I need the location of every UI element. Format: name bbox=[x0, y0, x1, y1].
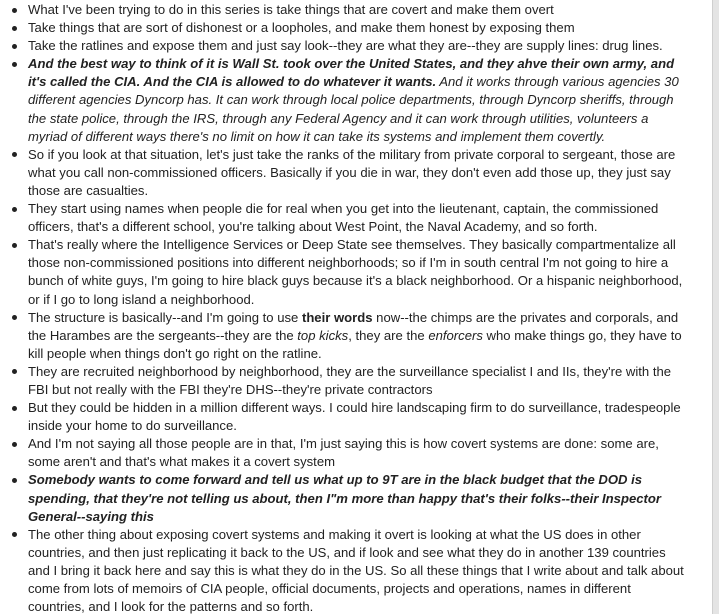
item-text: The structure is basically--and I'm going to use bbox=[28, 309, 302, 325]
list-item bbox=[0, 399, 690, 435]
item-text: But they could be hidden in a million different ways. I could hire landscaping firm to do surveillance, tradespeople inside your home to do surveillance. bbox=[28, 400, 681, 434]
list-item bbox=[0, 200, 690, 236]
item-text-bold-italic: Somebody wants to come forward and tell us what up to 9T are in the black budget that the DOD is spending, that they're not telling us about, then I"m more than happy that's their folks--their Inspector General--saying this bbox=[28, 472, 661, 524]
item-text-italic: enforcers bbox=[428, 327, 483, 343]
list-item bbox=[0, 19, 690, 37]
item-text: So if you look at that situation, let's just take the ranks of the military from private corporal to sergeant, those are what you call non-commissioned officers. Basically if you die in war, they don't even add those up, they just say those are casualties. bbox=[28, 146, 676, 198]
list-item bbox=[0, 526, 690, 616]
item-text: who make things go, they have to kill people when things don't go right on the ratline. bbox=[28, 327, 682, 361]
list-item bbox=[0, 1, 690, 19]
item-text: They start using names when people die for real when you get into the lieutenant, captain, the commissioned officers, that's a different school, you're talking about West Point, the Naval Academy, and so forth. bbox=[28, 201, 659, 235]
item-text: They are recruited neighborhood by neighborhood, they are the surveillance specialist I and IIs, they're with the FBI but not really with the FBI they're DHS--they're private contractors bbox=[28, 363, 672, 397]
list-item bbox=[0, 37, 690, 55]
list-item bbox=[0, 471, 690, 525]
item-text-italic: top kicks bbox=[297, 327, 349, 343]
item-text-italic: And it works through various agencies 30 different agencies Dyncorp has. It can work through local police departments, through Dyncorp sheriffs, through the state police, through the IRS, through any Federal Agency and it can work through utilities, volunteers a myriad of different ways there's no limit on how it can take its systems and implement them covertly. bbox=[28, 74, 679, 144]
item-text: , they are the bbox=[348, 327, 429, 343]
list-item bbox=[0, 309, 690, 363]
list-item bbox=[0, 236, 690, 308]
item-text: Take the ratlines and expose them and just say look--they are what they are--they are supply lines: drug lines. bbox=[28, 38, 663, 54]
page-edge-border bbox=[712, 0, 719, 614]
list-item bbox=[0, 435, 690, 471]
item-text: And I'm not saying all those people are in that, I'm just saying this is how covert systems are done: some are, some aren't and that's what makes it a covert system bbox=[28, 436, 659, 470]
list-item bbox=[0, 55, 690, 145]
item-text: The other thing about exposing covert systems and making it overt is looking at what the US does in other countries, and then just replicating it back to the US, and if look and see what they do in another 139 countries and I bring it back here and say this is what they do in the US. So all these things that I write about and talk about come from lots of memoirs of CIA people, official documents, projects and operations, names in different countries, and I look for the patterns and so forth. bbox=[28, 526, 684, 615]
item-text: What I've been trying to do in this series is take things that are covert and make them overt bbox=[28, 2, 554, 17]
list-item bbox=[0, 146, 690, 200]
item-text-bold-italic: And the best way to think of it is Wall St. took over the United States, and they ahve their own army, and it's called the CIA. And the CIA is allowed to do whatever it wants. bbox=[28, 56, 675, 90]
item-text: Take things that are sort of dishonest or a loopholes, and make them honest by exposing them bbox=[28, 20, 575, 36]
list-item bbox=[0, 363, 690, 399]
item-text: That's really where the Intelligence Services or Deep State see themselves. They basically compartmentalize all those non-commissioned positions into different neighborhoods; so if I'm in south central I'm not going to hire a bunch of white guys, I'm going to hire black guys because it's a black neighborhood. Or a hispanic neighborhood, or if I go to long island a neighborhood. bbox=[28, 237, 683, 307]
item-text: now--the chimps are the privates and corporals, and the Harambes are the sergeants--they are the bbox=[28, 309, 679, 343]
item-text-bold: their words bbox=[301, 309, 373, 325]
